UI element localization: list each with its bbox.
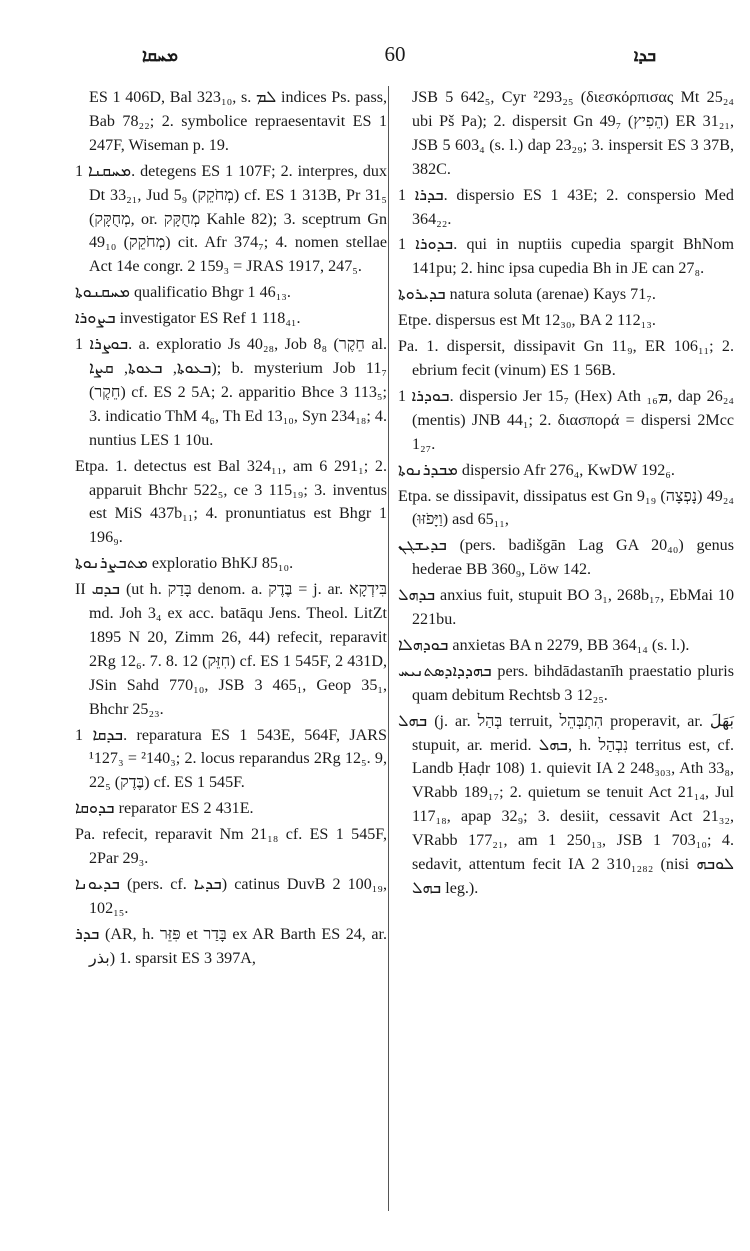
dictionary-entry: Etpa. se dissipavit, dissipatus est Gn 9₁₉ (נָפְצָה) 49₂₄ (וַיָּפֹזּוּ) asd 65₁₁,: [398, 487, 735, 529]
dictionary-entry: ܒܕܗܠ anxius fuit, stupuit BO 3₁, 268b₁₇, EbMai 10 221bu.: [398, 587, 734, 629]
dictionary-entry: ܒܕܘܩܐ reparator ES 2 431E.: [75, 800, 254, 818]
dictionary-entry: ܒܕܪ (AR, h. פִּזֵּר et בָּדַר ex AR Barth ES 24, ar. بذر) 1. sparsit ES 3 397A,: [75, 925, 387, 967]
right-column: [398, 86, 734, 903]
dictionary-entry: ܒܘܕܪܐ 1. dispersio Jer 15₇ (Hex) Ath ܡ₁₆, dap 26₂₄ (mentis) JNB 44₁; 2. διασπορά = dispersi 2Mcc 1₂₇.: [398, 387, 734, 453]
running-head-left: ܡܚܩܐ: [142, 46, 178, 66]
column-divider: [388, 86, 389, 1211]
dictionary-entry: ܒܗܕܕܐܕܣܬܢܝܚ pers. bihdādastanīh praestatio pluris quam debitum Rechtsb 3 12₂₅.: [398, 662, 734, 704]
left-column: [75, 86, 387, 973]
dictionary-entry: Pa. 1. dispersit, dissipavit Gn 11₉, ER 106₁₁; 2. ebrium fecit (vinum) ES 1 56B.: [398, 338, 734, 379]
dictionary-entry: ܡܒܕܪܢܘܬܐ dispersio Afr 276₄, KwDW 192₆.: [398, 461, 675, 479]
dictionary-entry: ܡܚܩܢܐ 1. detegens ES 1 107F; 2. interpres, dux Dt 33₂₁, Jud 5₉ (מְחֹקֵק) cf. ES 1 313B, Pr 31₅ (מְחֻקָּק, or. מְחֻקָּק Kahle 82); 3. sceptrum Gn 49₁₀ (מְחֹקֵק) cit. Afr 374₇; 4. nomen stellae Act 14e congr. 2 159₃ = JRAS 1917, 247₅.: [75, 162, 388, 276]
dictionary-entry: ܒܕܝܘܢܐ (pers. cf. ܒܕܝܐ) catinus DuvB 2 100₁₉, 102₁₅.: [75, 876, 387, 917]
dictionary-entry: ܒܕܩܐ 1. reparatura ES 1 543E, 564F, JARS ¹127₃ = ²140₃; 2. locus reparandus 2Rg 12₅. 9, 22₅ (בֶּדֶק) cf. ES 1 545F.: [75, 726, 387, 792]
running-head-right: ܒܕܐ: [633, 46, 656, 66]
dictionary-entry: ܒܘܕܗܠܐ anxietas BA n 2279, BB 364₁₄ (s. l.).: [398, 636, 690, 654]
dictionary-entry: Pa. refecit, reparavit Nm 21₁₈ cf. ES 1 545F, 2Par 29₃.: [75, 826, 387, 868]
dictionary-entry: II ܒܕܩ (ut h. בָּדַק denom. a. בֶּדֶק = j. ar. בִּידְקָא md. Joh 3₄ ex acc. batāqu Jens. Theol. LitZt 1895 N 20, Zimm 26, 44) refecit, reparavit 2Rg 12₆. 7. 8. 12 (חִזֵּק) cf. ES 1 545F, 2 431D, JSin Sahd 770₁₀, JSB 3 465₁, Geop 35₁, Bhchr 25₂₃.: [75, 581, 387, 718]
page-number: 60: [384, 42, 406, 66]
dictionary-entry: ES 1 406D, Bal 323₁₀, s. ܠܡ indices Ps. pass, Bab 78₂₂; 2. symbolice repraesentavit ES 1 247F, Wiseman p. 19.: [89, 89, 387, 154]
dictionary-entry: Etpe. dispersus est Mt 12₃₀, BA 2 112₁₃.: [398, 312, 656, 330]
dictionary-entry: JSB 5 642₅, Cyr ²293₂₅ (διεσκόρπισας Mt 25₂₄ ubi Pš Pa); 2. dispersit Gn 49₇ (הֵפִיץ) ER 31₂₁, JSB 5 603₄ (s. l.) dap 23₂₉; 3. inspersit ES 3 37B, 382C.: [412, 89, 734, 178]
dictionary-entry: ܒܕܘܪܐ 1. qui in nuptiis cupedia spargit BhNom 141pu; 2. hinc ipsa cupedia Bh in JE can 27₈.: [398, 236, 734, 278]
page-header: [70, 40, 720, 74]
dictionary-entry: ܒܕܝܪܘܬܐ natura soluta (arenae) Kays 71₇.: [398, 286, 656, 304]
dictionary-entry: Etpa. 1. detectus est Bal 324₁₁, am 6 291₁; 2. apparuit Bhchr 522₅, ce 3 115₁₉; 3. inventus est MiS 437b₁₁; 4. pronuntiatus est Bhgr 1 196₉.: [75, 457, 387, 547]
dictionary-entry: ܡܚܩܢܘܬܐ qualificatio Bhgr 1 46₁₃.: [75, 284, 291, 302]
dictionary-entry: ܒܕܪܐ 1. dispersio ES 1 43E; 2. conspersio Med 364₂₂.: [398, 186, 734, 228]
dictionary-entry: ܒܨܘܪܐ investigator ES Ref 1 118₄₁.: [75, 310, 301, 328]
dictionary-entry: ܡܬܒܨܪܢܘܬܐ exploratio BhKJ 85₁₀.: [75, 555, 294, 573]
dictionary-entry: ܒܗܠ (j. ar. בְּהַל terruit, הִתְבְּהֵל properavit, ar. بَهَلَ stupuit, ar. merid. ܒܗܠ, h. נִבְהַל territus est, cf. Landb Ḥaḍr 108) 1. quievit IA 2 248₃₀₃, Ath 33₈, VRabb 189₁₇; 2. quietum se tenuit Act 21₁₄, Jul 117₁₈, apap 32₉; 3. desiit, cessavit Act 21₃₂, VRabb 177₂₁, am 1 250₁₃, JSB 1 703₁₀; 4. sedavit, attentum fecit IA 2 310₁₂₈₂ (nisi ܠܘܒܗ ܒܗܠ leg.).: [398, 712, 734, 897]
dictionary-entry: ܒܘܨܪܐ 1. a. exploratio Js 40₂₈, Job 8₈ (חֵקֶר al. ܒܥܘܬܐ, ܒܥܘܬܐ, ܩܨܐ); b. mysterium Job 11₇ (חֵקֶר) cf. ES 2 5A; 2. apparitio Bhce 3 113₅; 3. indicatio ThM 4₆, Th Ed 13₁₀, Syn 234₁₈; 4. nuntius LES 1 10u.: [75, 336, 387, 449]
dictionary-entry: ܒܕܝܫܓܢ (pers. badišgān Lag GA 20₄₀) genus hederae BB 360₉, Löw 142.: [398, 537, 734, 579]
